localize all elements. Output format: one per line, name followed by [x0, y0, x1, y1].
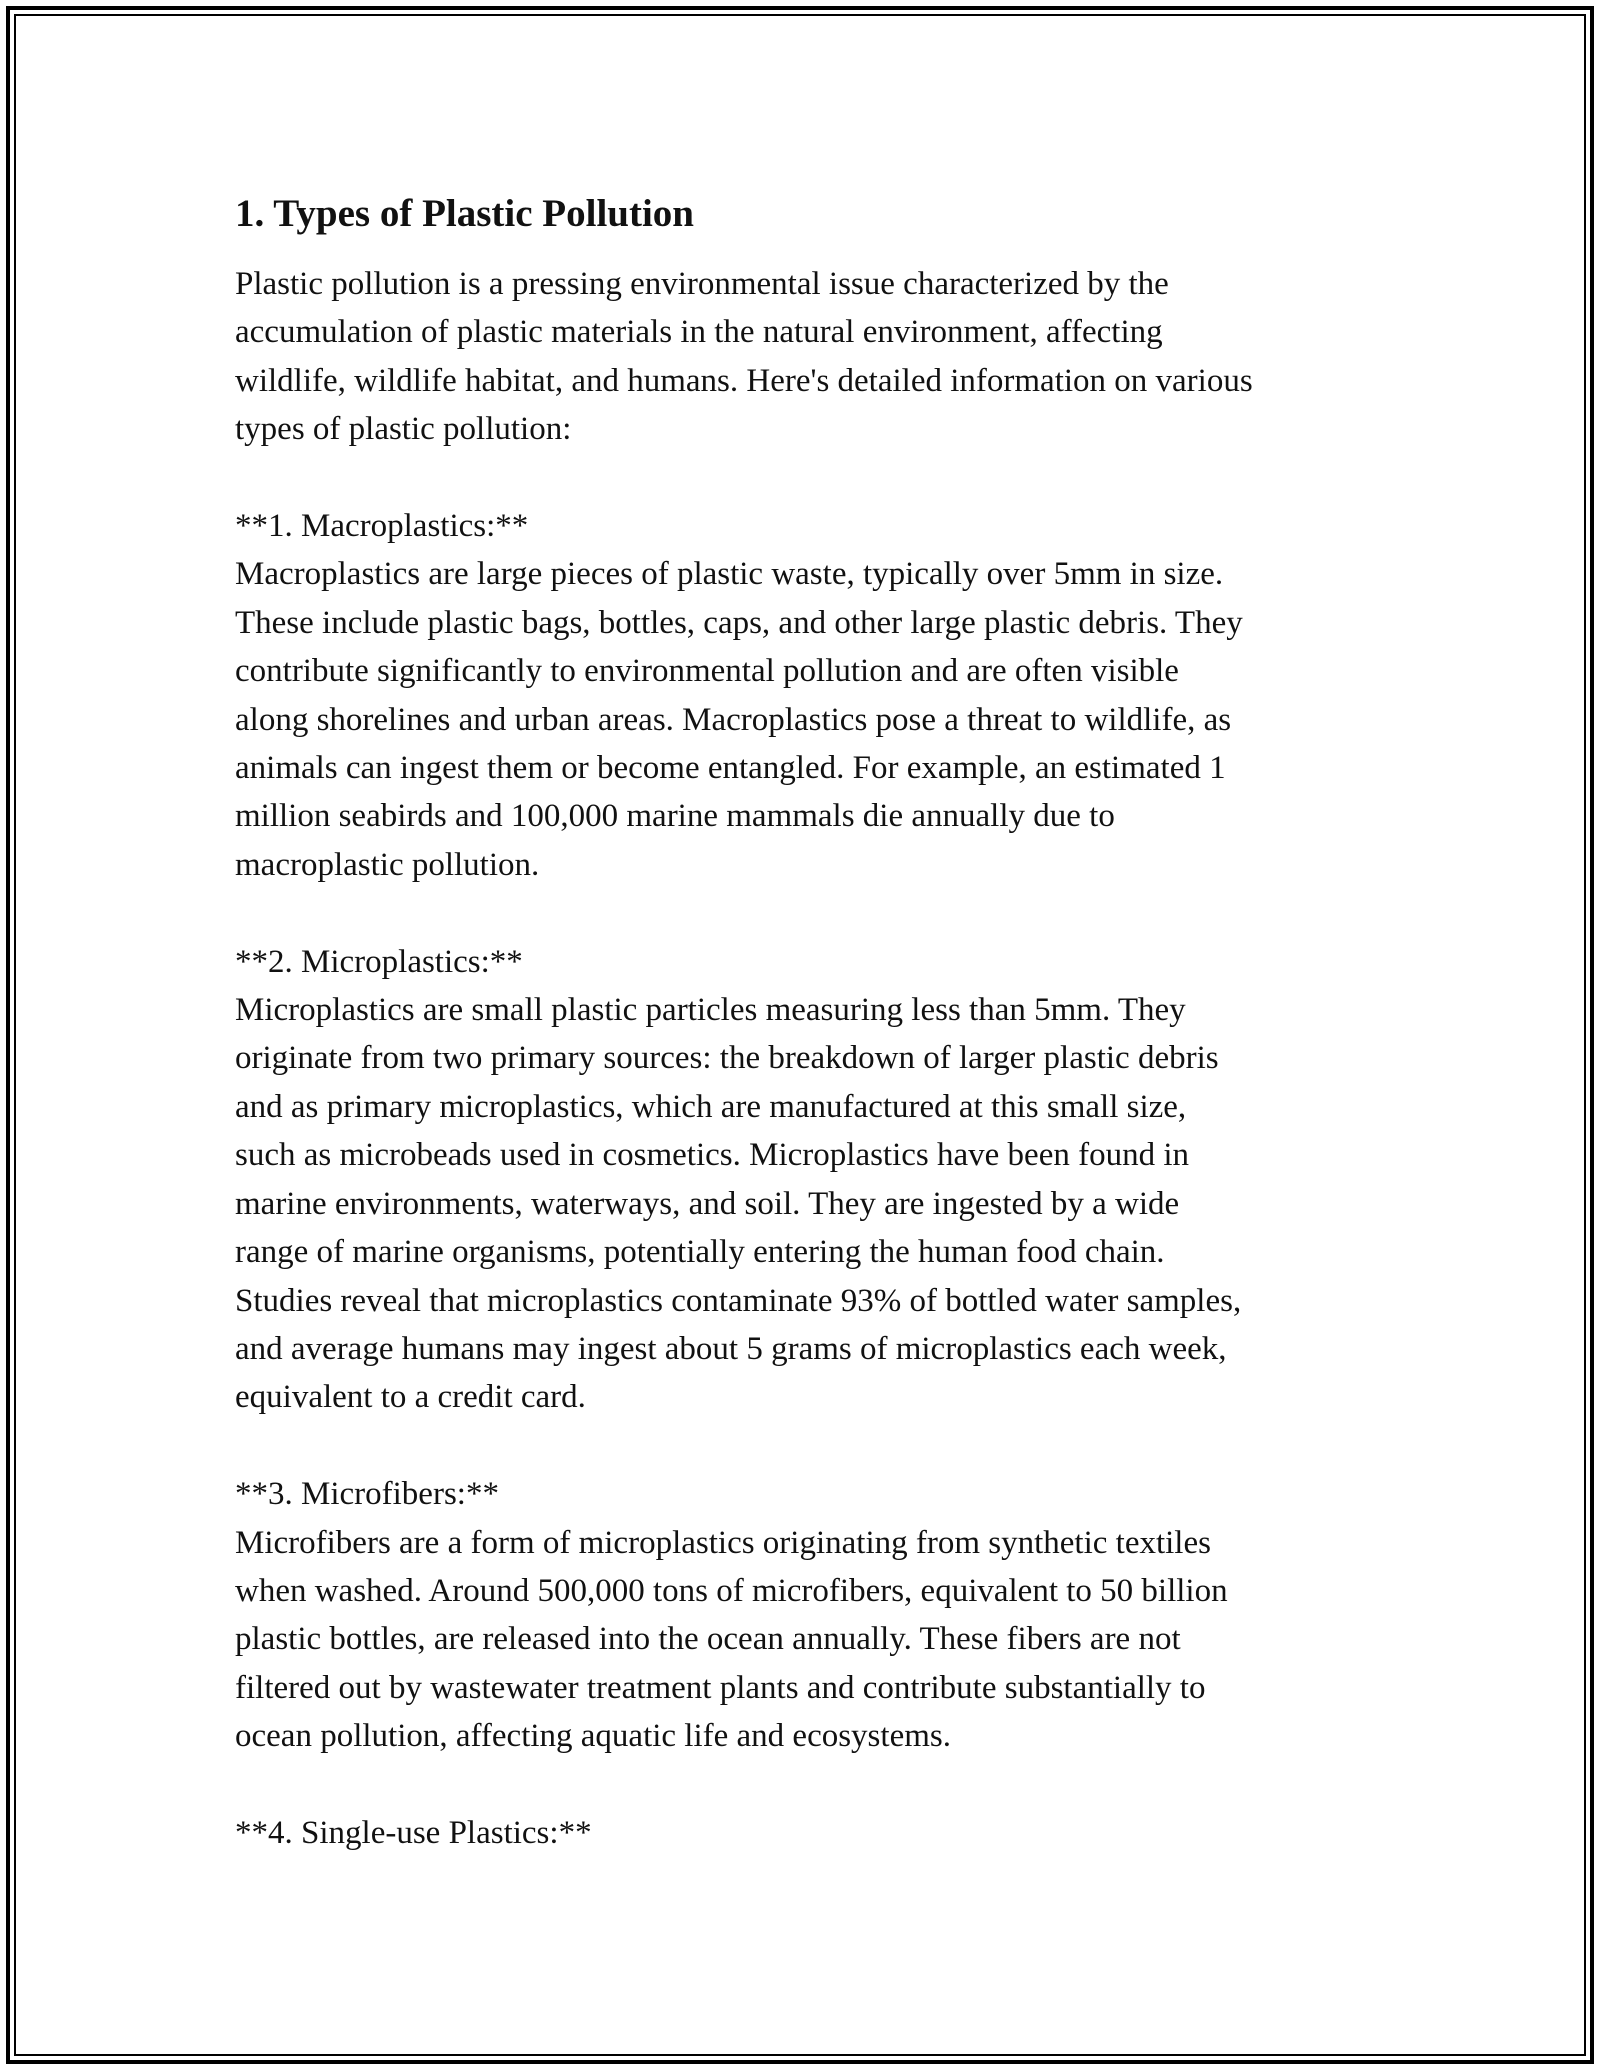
- paragraph-gap: [235, 1422, 1395, 1470]
- document-content: [235, 188, 1395, 1857]
- section-heading: 1. Types of Plastic Pollution: [235, 192, 694, 235]
- macroplastics-title: **1. Macroplastics:**: [235, 508, 529, 545]
- paragraph-gap: [235, 889, 1395, 937]
- microfibers-title: **3. Microfibers:**: [235, 1476, 499, 1513]
- paragraph-gap: [235, 454, 1395, 502]
- microplastics-title: **2. Microplastics:**: [235, 943, 523, 980]
- intro-paragraph: Plastic pollution is a pressing environmental issue characterized by the accumulation of plastic materials in the natural environment, affecting wildlife, wildlife habitat, and humans. Here's detailed information on various types of plastic pollution:: [235, 266, 1253, 448]
- single-use-plastics-title: **4. Single-use Plastics:**: [235, 1814, 592, 1851]
- paragraph-gap: [235, 1761, 1395, 1809]
- macroplastics-paragraph: Macroplastics are large pieces of plastic waste, typically over 5mm in size. These include plastic bags, bottles, caps, and other large plastic debris. They contribute significantly to environmental pollution and are often visible along shorelines and urban areas. Macroplastics pose a threat to wildlife, as animals can ingest them or become entangled. For example, an estimated 1 million seabirds and 100,000 marine mammals die annually due to macroplastic pollution.: [235, 556, 1243, 883]
- microplastics-paragraph: Microplastics are small plastic particles measuring less than 5mm. They originate from two primary sources: the breakdown of larger plastic debris and as primary microplastics, which are manufactured at this small size, such as microbeads used in cosmetics. Microplastics have been found in marine environments, waterways, and soil. They are ingested by a wide range of marine organisms, potentially entering the human food chain. Studies reveal that microplastics contaminate 93% of bottled water samples, and average humans may ingest about 5 grams of microplastics each week, equivalent to a credit card.: [235, 992, 1242, 1416]
- microfibers-paragraph: Microfibers are a form of microplastics originating from synthetic textiles when washed. Around 500,000 tons of microfibers, equivalent to 50 billion plastic bottles, are released into the ocean annually. These fibers are not filtered out by wastewater treatment plants and contribute substantially to ocean pollution, affecting aquatic life and ecosystems.: [235, 1524, 1228, 1755]
